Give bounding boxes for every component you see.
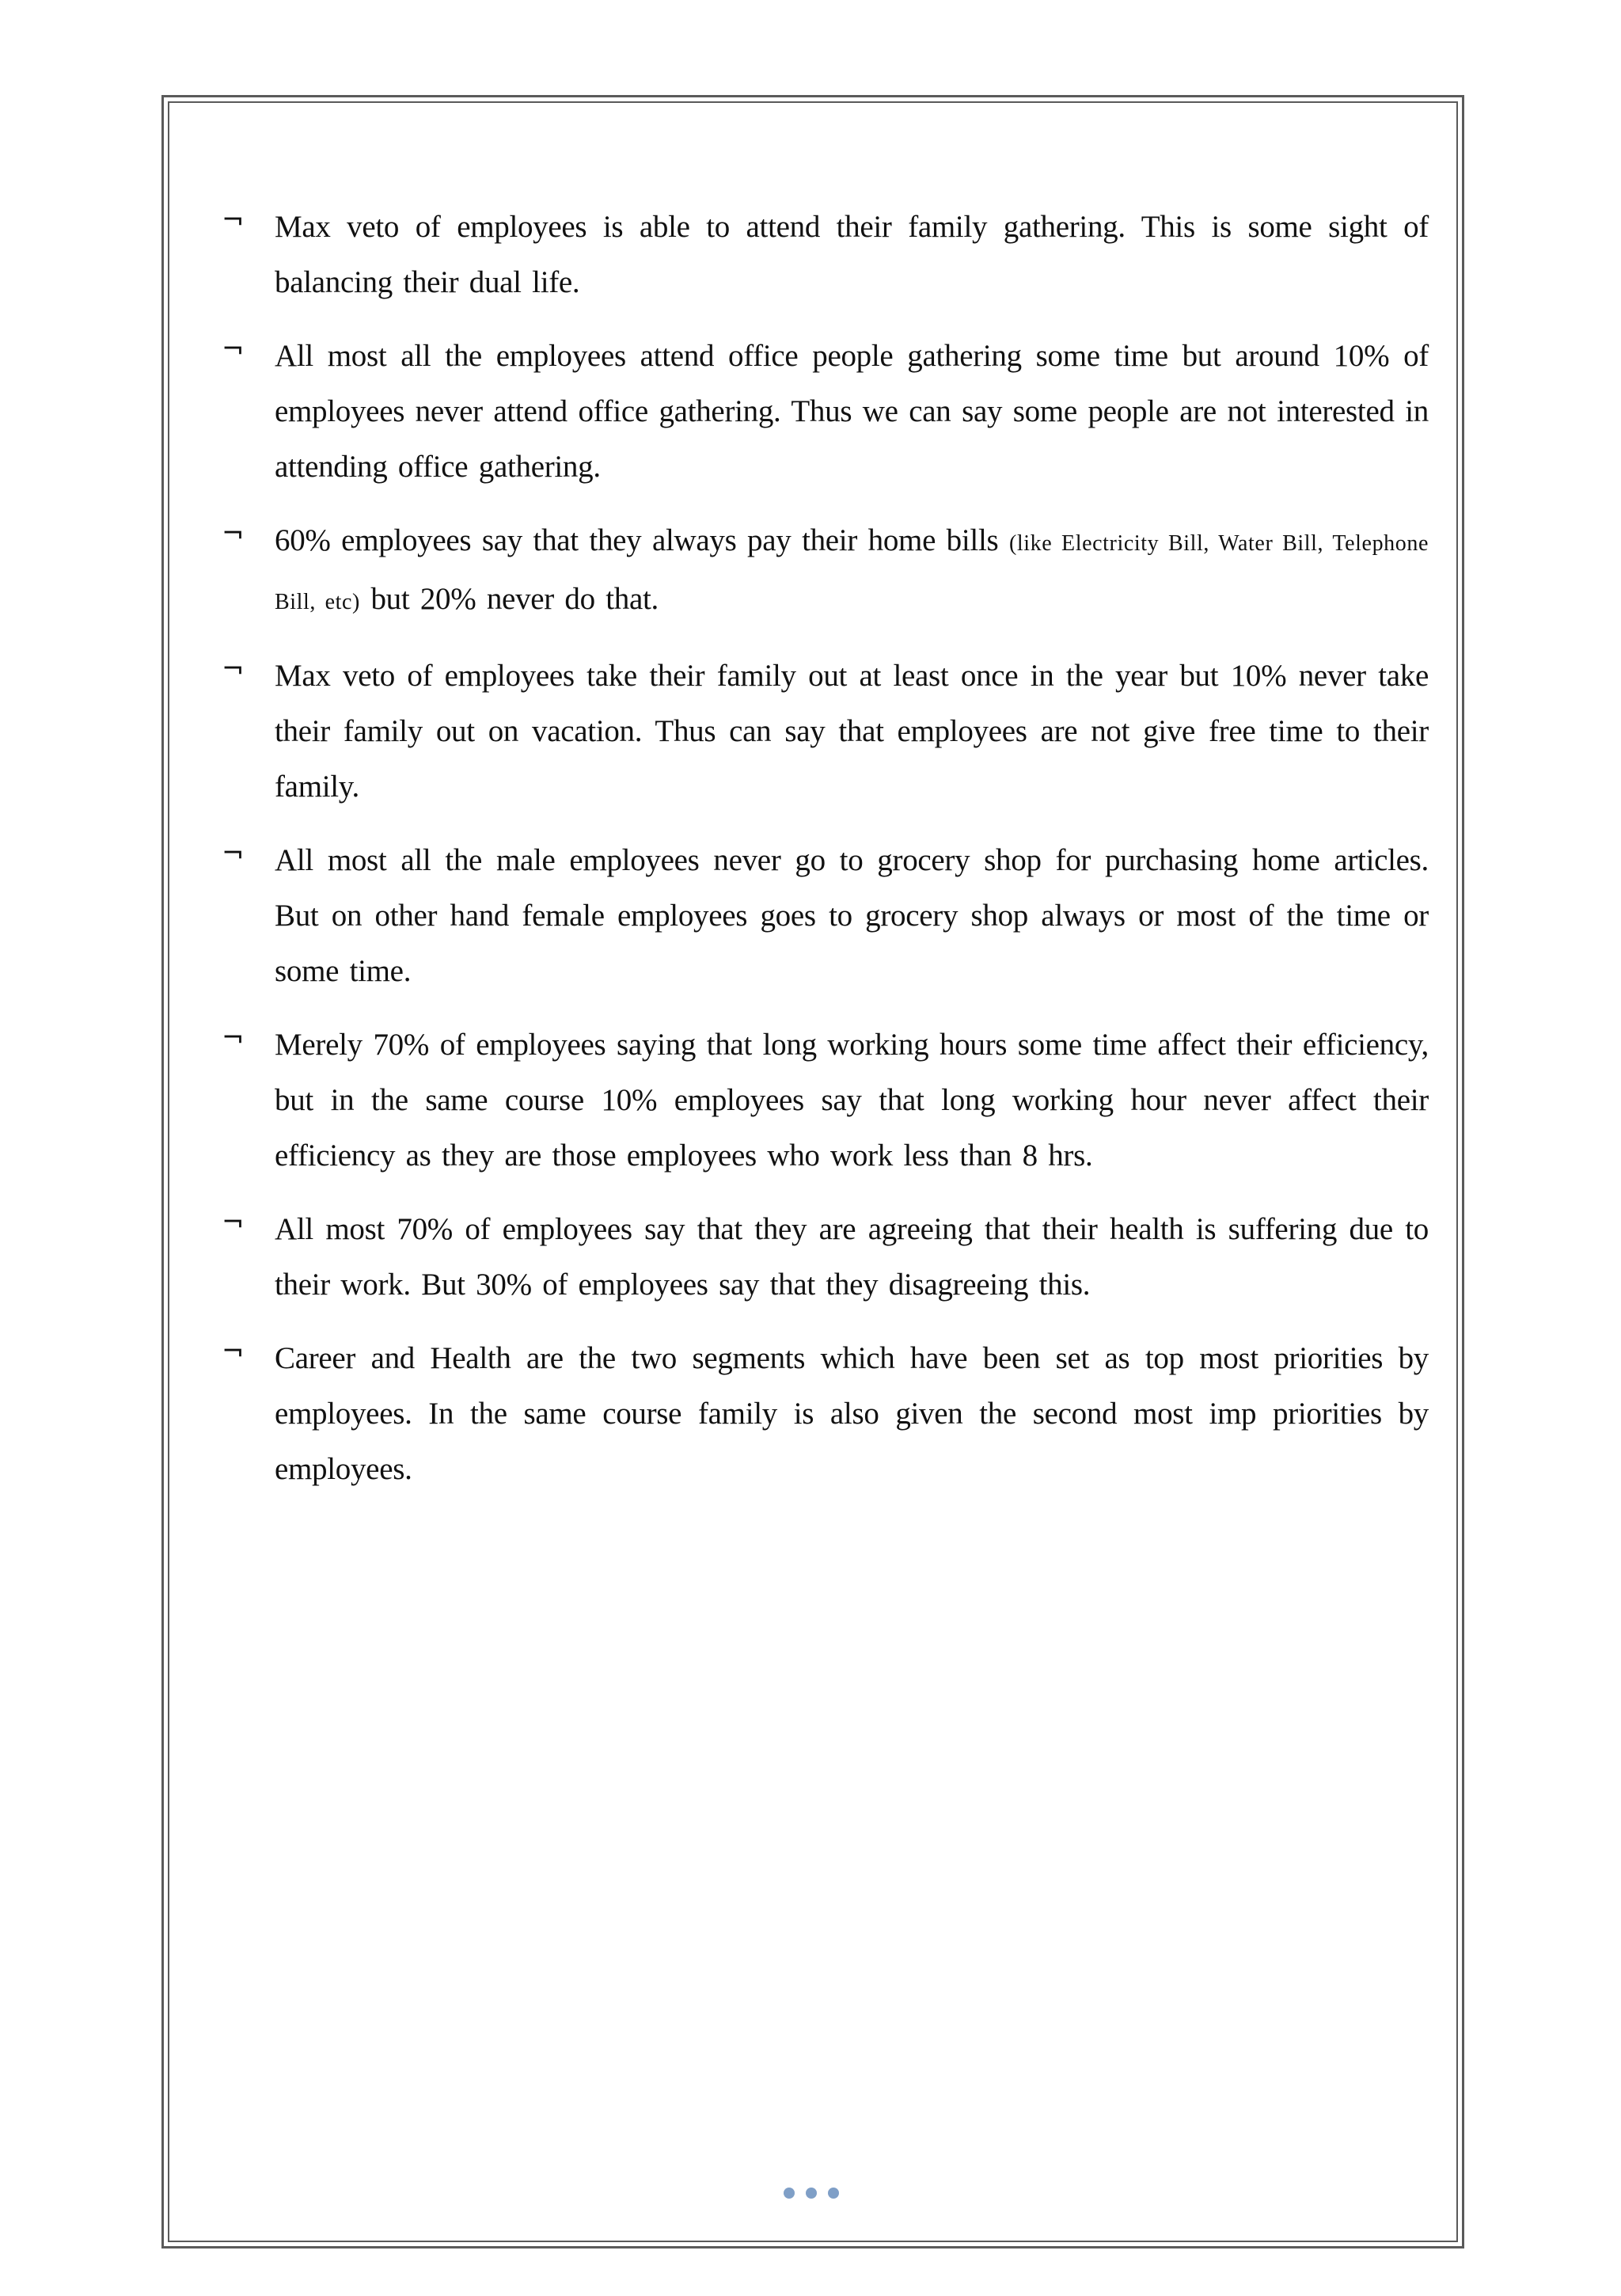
bullet-item (222, 1202, 1429, 1313)
bullet-text: Max veto of employees take their family out at least once in the year but 10% never take their family out on vacation. Thus can say that employees are not give free time to their family. (275, 659, 1429, 804)
bullet-text: Career and Health are the two segments which have been set as top most priorities by employees. In the same course family is also given the second most imp priorities by employees. (275, 1341, 1429, 1486)
bullet-item (222, 1331, 1429, 1497)
bullet-text-part: but 20% never do that. (370, 582, 659, 616)
bullet-item (222, 1017, 1429, 1184)
bullet-marker: ¬ (222, 518, 245, 549)
bullet-marker: ¬ (222, 1336, 245, 1367)
bullet-text-part: 60% employees say that they always pay their home bills (275, 523, 999, 557)
bullet-marker: ¬ (222, 838, 245, 869)
bullet-item (222, 648, 1429, 815)
bullet-item (222, 513, 1429, 630)
dot-icon (784, 2188, 795, 2199)
bullet-text: All most all the male employees never go to grocery shop for purchasing home articles. But on other hand female employees goes to grocery shop always or most of the time or some time. (275, 843, 1429, 988)
dot-icon (806, 2188, 817, 2199)
bullet-list (222, 200, 1429, 1515)
bullet-item (222, 833, 1429, 999)
bullet-text: Max veto of employees is able to attend their family gathering. This is some sight of balancing their dual life. (275, 210, 1429, 299)
page-dots-ornament (784, 2185, 839, 2201)
bullet-item (222, 329, 1429, 495)
bullet-text: All most 70% of employees say that they are agreeing that their health is suffering due to their work. But 30% of employees say that they disagreeing this. (275, 1212, 1429, 1302)
bullet-marker: ¬ (222, 333, 245, 365)
bullet-text-small: (like Electricity Bill, Water Bill, Telephone Bill, etc) (275, 531, 1429, 614)
bullet-marker: ¬ (222, 1207, 245, 1238)
dot-icon (828, 2188, 839, 2199)
bullet-text: All most all the employees attend office people gathering some time but around 10% of employees never attend office gathering. Thus we can say some people are not interested in attending office gathering. (275, 339, 1429, 484)
bullet-marker: ¬ (222, 1022, 245, 1054)
bullet-item (222, 200, 1429, 310)
bullet-marker: ¬ (222, 653, 245, 685)
bullet-text: Merely 70% of employees saying that long working hours some time affect their efficiency, but in the same course 10% employees say that long working hour never affect their efficiency as they are those employees who work less than 8 hrs. (275, 1028, 1429, 1173)
bullet-text (275, 513, 1429, 630)
bullet-marker: ¬ (222, 204, 245, 236)
